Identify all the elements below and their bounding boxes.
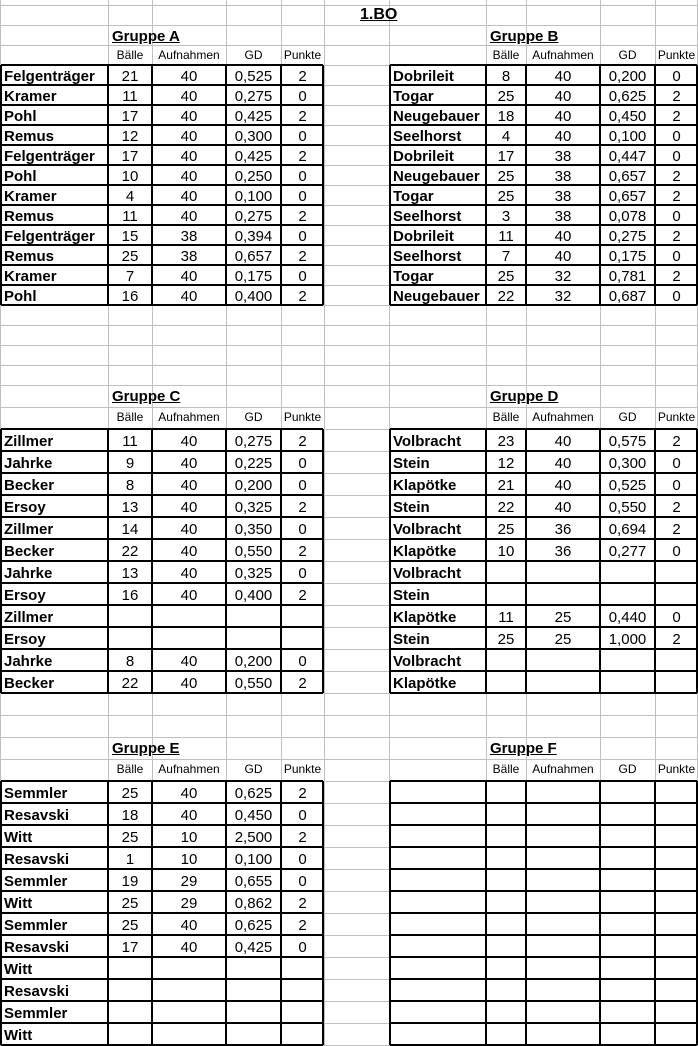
score-cell: 38 xyxy=(554,148,572,165)
score-cell: 40 xyxy=(180,565,198,582)
player-name: Jahrke xyxy=(4,566,53,581)
score-cell: 38 xyxy=(554,168,572,185)
score-cell: 8 xyxy=(501,68,511,85)
player-name: Semmler xyxy=(4,786,68,801)
score-cell: 40 xyxy=(180,108,198,125)
score-cell: 0 xyxy=(298,168,307,185)
score-cell: 15 xyxy=(121,228,139,245)
column-header: Bälle xyxy=(116,48,144,62)
score-cell: 0 xyxy=(672,248,681,265)
score-cell: 17 xyxy=(121,939,139,956)
score-cell: 40 xyxy=(180,208,198,225)
player-name: Pohl xyxy=(4,169,37,184)
score-cell: 25 xyxy=(121,248,139,265)
score-cell: 0 xyxy=(672,148,681,165)
column-header: Bälle xyxy=(492,48,520,62)
player-name: Witt xyxy=(4,962,33,977)
score-cell: 11 xyxy=(498,228,514,245)
column-header: Aufnahmen xyxy=(532,410,594,424)
score-cell: 0,394 xyxy=(234,228,273,245)
score-cell: 0,657 xyxy=(608,168,647,185)
score-cell: 17 xyxy=(497,148,515,165)
score-cell: 3 xyxy=(501,208,511,225)
player-name: Seelhorst xyxy=(393,129,462,144)
player-name: Dobrileit xyxy=(393,229,454,244)
score-cell: 2 xyxy=(298,895,307,912)
score-cell: 10 xyxy=(180,851,198,868)
player-name: Pohl xyxy=(4,289,37,304)
player-name: Becker xyxy=(4,544,55,559)
player-name: Felgenträger xyxy=(4,149,95,164)
score-cell: 0,550 xyxy=(608,499,647,516)
score-cell: 19 xyxy=(121,873,139,890)
score-cell: 0,862 xyxy=(234,895,273,912)
score-cell: 2 xyxy=(672,521,681,538)
score-cell: 25 xyxy=(497,521,515,538)
score-cell: 2 xyxy=(298,543,307,560)
score-cell: 0 xyxy=(298,455,307,472)
score-cell: 0,450 xyxy=(608,108,647,125)
player-name: Resavski xyxy=(4,940,70,955)
group-title: Gruppe C xyxy=(112,388,181,405)
player-name: Neugebauer xyxy=(393,109,480,124)
player-name: Kramer xyxy=(4,89,57,104)
score-cell: 0 xyxy=(298,268,307,285)
score-cell: 11 xyxy=(122,88,138,105)
player-name: Klapötke xyxy=(393,478,457,493)
score-cell: 2 xyxy=(298,248,307,265)
score-cell: 25 xyxy=(497,168,515,185)
column-header: Punkte xyxy=(657,410,696,424)
player-name: Klapötke xyxy=(393,676,457,691)
score-cell: 40 xyxy=(554,499,572,516)
player-name: Semmler xyxy=(4,918,68,933)
score-cell: 2 xyxy=(672,631,681,648)
score-cell: 16 xyxy=(121,288,139,305)
player-name: Remus xyxy=(4,249,55,264)
score-cell: 0 xyxy=(672,208,681,225)
player-name: Semmler xyxy=(4,874,68,889)
player-name: Zillmer xyxy=(4,610,54,625)
score-cell: 22 xyxy=(497,499,515,516)
player-name: Dobrileit xyxy=(393,149,454,164)
column-header: Aufnahmen xyxy=(532,762,594,776)
score-cell: 12 xyxy=(121,128,139,145)
score-cell: 40 xyxy=(554,108,572,125)
score-cell: 40 xyxy=(180,88,198,105)
score-cell: 2 xyxy=(672,499,681,516)
score-cell: 40 xyxy=(180,168,198,185)
score-cell: 0,550 xyxy=(234,675,273,692)
score-cell: 0,300 xyxy=(234,128,273,145)
score-cell: 0,655 xyxy=(234,873,273,890)
score-cell: 0 xyxy=(298,873,307,890)
score-cell: 25 xyxy=(121,829,139,846)
score-cell: 14 xyxy=(121,521,139,538)
page-title: 1.BO xyxy=(360,6,398,23)
player-name: Volbracht xyxy=(393,566,462,581)
score-cell: 8 xyxy=(125,653,135,670)
score-cell: 0,175 xyxy=(608,248,647,265)
score-cell: 0,275 xyxy=(234,433,273,450)
player-name: Remus xyxy=(4,129,55,144)
player-name: Zillmer xyxy=(4,522,54,537)
column-header: GD xyxy=(618,48,637,62)
score-cell: 0 xyxy=(298,477,307,494)
score-cell: 22 xyxy=(121,543,139,560)
score-cell: 0 xyxy=(298,188,307,205)
player-name: Togar xyxy=(393,89,434,104)
score-cell: 0,400 xyxy=(234,587,273,604)
score-cell: 16 xyxy=(121,587,139,604)
score-cell: 0,200 xyxy=(608,68,647,85)
column-header: GD xyxy=(244,48,263,62)
score-cell: 25 xyxy=(497,88,515,105)
score-cell: 36 xyxy=(554,521,572,538)
score-cell: 0,100 xyxy=(608,128,647,145)
score-cell: 38 xyxy=(180,228,198,245)
score-cell: 0 xyxy=(298,807,307,824)
player-name: Becker xyxy=(4,676,55,691)
score-cell: 0,694 xyxy=(608,521,647,538)
score-cell: 0,175 xyxy=(234,268,273,285)
score-cell: 40 xyxy=(180,653,198,670)
score-cell: 7 xyxy=(501,248,511,265)
score-cell: 40 xyxy=(554,88,572,105)
score-cell: 10 xyxy=(497,543,515,560)
player-name: Kramer xyxy=(4,189,57,204)
column-header: Punkte xyxy=(283,410,322,424)
column-header: Punkte xyxy=(657,48,696,62)
score-cell: 0 xyxy=(672,477,681,494)
score-cell: 0,447 xyxy=(608,148,647,165)
score-cell: 2 xyxy=(298,675,307,692)
score-cell: 0,450 xyxy=(234,807,273,824)
score-cell: 23 xyxy=(497,433,515,450)
score-cell: 25 xyxy=(554,631,572,648)
column-header: Aufnahmen xyxy=(158,762,220,776)
score-cell: 40 xyxy=(180,128,198,145)
score-cell: 40 xyxy=(180,148,198,165)
player-name: Ersoy xyxy=(4,500,46,515)
score-cell: 13 xyxy=(121,565,139,582)
score-cell: 10 xyxy=(121,168,139,185)
score-cell: 0,575 xyxy=(608,433,647,450)
score-cell: 0,275 xyxy=(234,208,273,225)
player-name: Ersoy xyxy=(4,588,46,603)
score-cell: 36 xyxy=(554,543,572,560)
score-cell: 29 xyxy=(180,873,198,890)
player-name: Klapötke xyxy=(393,544,457,559)
column-header: Punkte xyxy=(657,762,696,776)
score-cell: 40 xyxy=(554,433,572,450)
player-name: Pohl xyxy=(4,109,37,124)
column-header: Bälle xyxy=(116,762,144,776)
score-cell: 40 xyxy=(554,128,572,145)
player-name: Volbracht xyxy=(393,434,462,449)
player-name: Seelhorst xyxy=(393,249,462,264)
score-cell: 2 xyxy=(672,88,681,105)
column-header: Punkte xyxy=(283,48,322,62)
score-cell: 12 xyxy=(497,455,515,472)
score-cell: 0 xyxy=(298,228,307,245)
score-cell: 0 xyxy=(672,543,681,560)
column-header: GD xyxy=(618,762,637,776)
score-cell: 2 xyxy=(672,168,681,185)
score-cell: 0 xyxy=(298,939,307,956)
score-cell: 0,625 xyxy=(234,917,273,934)
column-header: GD xyxy=(618,410,637,424)
score-cell: 0,200 xyxy=(234,477,273,494)
score-cell: 11 xyxy=(498,609,514,626)
score-cell: 40 xyxy=(180,288,198,305)
score-cell: 21 xyxy=(121,68,139,85)
column-header: Aufnahmen xyxy=(532,48,594,62)
score-cell: 13 xyxy=(121,499,139,516)
score-cell: 0 xyxy=(298,565,307,582)
group-title: Gruppe B xyxy=(490,28,559,45)
score-cell: 0,781 xyxy=(608,268,647,285)
score-cell: 7 xyxy=(125,268,135,285)
score-cell: 0,275 xyxy=(608,228,647,245)
player-name: Volbracht xyxy=(393,522,462,537)
score-cell: 40 xyxy=(180,268,198,285)
player-name: Witt xyxy=(4,830,33,845)
score-cell: 40 xyxy=(554,455,572,472)
score-cell: 40 xyxy=(180,521,198,538)
score-cell: 11 xyxy=(122,433,138,450)
column-header: GD xyxy=(244,410,263,424)
score-cell: 8 xyxy=(125,477,135,494)
score-cell: 0 xyxy=(672,288,681,305)
score-cell: 38 xyxy=(554,188,572,205)
score-cell: 21 xyxy=(497,477,515,494)
group-title: Gruppe F xyxy=(490,740,557,757)
score-cell: 0,625 xyxy=(234,785,273,802)
score-cell: 1,000 xyxy=(608,631,647,648)
score-cell: 0 xyxy=(672,128,681,145)
score-cell: 0 xyxy=(672,455,681,472)
player-name: Felgenträger xyxy=(4,69,95,84)
score-cell: 0,400 xyxy=(234,288,273,305)
column-header: Punkte xyxy=(283,762,322,776)
column-header: Bälle xyxy=(116,410,144,424)
score-cell: 4 xyxy=(125,188,135,205)
score-cell: 2 xyxy=(298,68,307,85)
score-cell: 0,325 xyxy=(234,565,273,582)
player-name: Togar xyxy=(393,189,434,204)
score-cell: 17 xyxy=(121,108,139,125)
group-title: Gruppe A xyxy=(112,28,180,45)
score-cell: 2 xyxy=(298,917,307,934)
player-name: Felgenträger xyxy=(4,229,95,244)
score-cell: 22 xyxy=(497,288,515,305)
score-cell: 0,100 xyxy=(234,851,273,868)
score-cell: 2 xyxy=(298,288,307,305)
score-cell: 40 xyxy=(180,939,198,956)
score-cell: 9 xyxy=(125,455,135,472)
player-name: Becker xyxy=(4,478,55,493)
score-cell: 25 xyxy=(121,917,139,934)
score-cell: 29 xyxy=(180,895,198,912)
score-cell: 40 xyxy=(554,248,572,265)
score-cell: 2 xyxy=(298,433,307,450)
score-cell: 2 xyxy=(298,208,307,225)
score-cell: 0 xyxy=(298,521,307,538)
score-cell: 2 xyxy=(672,228,681,245)
score-cell: 10 xyxy=(180,829,198,846)
player-name: Resavski xyxy=(4,852,70,867)
score-cell: 18 xyxy=(497,108,515,125)
score-cell: 40 xyxy=(180,68,198,85)
score-cell: 0 xyxy=(298,851,307,868)
score-cell: 0,425 xyxy=(234,108,273,125)
score-cell: 0,550 xyxy=(234,543,273,560)
player-name: Resavski xyxy=(4,984,70,999)
score-cell: 25 xyxy=(497,631,515,648)
player-name: Resavski xyxy=(4,808,70,823)
score-cell: 0,425 xyxy=(234,939,273,956)
column-header: GD xyxy=(244,762,263,776)
score-cell: 0 xyxy=(298,88,307,105)
player-name: Witt xyxy=(4,896,33,911)
score-cell: 2 xyxy=(672,108,681,125)
score-cell: 0,657 xyxy=(608,188,647,205)
score-cell: 2 xyxy=(672,268,681,285)
score-cell: 2 xyxy=(298,829,307,846)
score-cell: 2 xyxy=(672,433,681,450)
player-name: Klapötke xyxy=(393,610,457,625)
score-cell: 1 xyxy=(125,851,135,868)
player-name: Togar xyxy=(393,269,434,284)
score-cell: 0,440 xyxy=(608,609,647,626)
score-cell: 25 xyxy=(121,895,139,912)
score-cell: 0,425 xyxy=(234,148,273,165)
score-cell: 40 xyxy=(180,433,198,450)
score-cell: 0,275 xyxy=(234,88,273,105)
score-cell: 40 xyxy=(180,807,198,824)
player-name: Witt xyxy=(4,1028,33,1043)
player-name: Neugebauer xyxy=(393,169,480,184)
score-cell: 0,525 xyxy=(234,68,273,85)
column-header: Bälle xyxy=(492,762,520,776)
score-cell: 40 xyxy=(180,455,198,472)
score-cell: 40 xyxy=(180,499,198,516)
player-name: Jahrke xyxy=(4,654,53,669)
score-cell: 40 xyxy=(554,477,572,494)
player-name: Stein xyxy=(393,632,430,647)
player-name: Neugebauer xyxy=(393,289,480,304)
column-header: Aufnahmen xyxy=(158,48,220,62)
score-cell: 25 xyxy=(121,785,139,802)
score-cell: 0,100 xyxy=(234,188,273,205)
player-name: Stein xyxy=(393,500,430,515)
player-name: Dobrileit xyxy=(393,69,454,84)
score-cell: 0 xyxy=(298,128,307,145)
score-cell: 40 xyxy=(180,785,198,802)
score-cell: 0,277 xyxy=(608,543,647,560)
score-cell: 40 xyxy=(180,587,198,604)
column-header: Aufnahmen xyxy=(158,410,220,424)
score-cell: 2 xyxy=(298,499,307,516)
score-cell: 38 xyxy=(554,208,572,225)
player-name: Zillmer xyxy=(4,434,54,449)
score-cell: 0,078 xyxy=(608,208,647,225)
score-cell: 25 xyxy=(497,188,515,205)
score-cell: 2,500 xyxy=(234,829,273,846)
player-name: Stein xyxy=(393,456,430,471)
player-name: Kramer xyxy=(4,269,57,284)
score-cell: 0 xyxy=(672,68,681,85)
score-cell: 0,325 xyxy=(234,499,273,516)
score-cell: 2 xyxy=(298,587,307,604)
score-cell: 40 xyxy=(554,228,572,245)
score-cell: 0,525 xyxy=(608,477,647,494)
score-cell: 0 xyxy=(298,653,307,670)
score-cell: 4 xyxy=(501,128,511,145)
score-cell: 25 xyxy=(497,268,515,285)
score-cell: 22 xyxy=(121,675,139,692)
score-cell: 0,657 xyxy=(234,248,273,265)
score-cell: 32 xyxy=(554,288,572,305)
column-header: Bälle xyxy=(492,410,520,424)
score-cell: 0,687 xyxy=(608,288,647,305)
score-cell: 18 xyxy=(121,807,139,824)
score-cell: 40 xyxy=(180,917,198,934)
score-cell: 0 xyxy=(672,609,681,626)
player-name: Remus xyxy=(4,209,55,224)
score-cell: 0,225 xyxy=(234,455,273,472)
score-cell: 0,200 xyxy=(234,653,273,670)
score-cell: 2 xyxy=(672,188,681,205)
score-cell: 0,250 xyxy=(234,168,273,185)
player-name: Jahrke xyxy=(4,456,53,471)
score-cell: 2 xyxy=(298,785,307,802)
player-name: Seelhorst xyxy=(393,209,462,224)
score-cell: 40 xyxy=(554,68,572,85)
score-cell: 32 xyxy=(554,268,572,285)
group-title: Gruppe E xyxy=(112,740,180,757)
player-name: Stein xyxy=(393,588,430,603)
player-name: Semmler xyxy=(4,1006,68,1021)
score-cell: 2 xyxy=(298,148,307,165)
player-name: Volbracht xyxy=(393,654,462,669)
score-cell: 25 xyxy=(554,609,572,626)
score-cell: 2 xyxy=(298,108,307,125)
score-cell: 38 xyxy=(180,248,198,265)
score-cell: 11 xyxy=(122,208,138,225)
group-title: Gruppe D xyxy=(490,388,559,405)
score-cell: 17 xyxy=(121,148,139,165)
score-cell: 40 xyxy=(180,188,198,205)
score-cell: 0,350 xyxy=(234,521,273,538)
player-name: Ersoy xyxy=(4,632,46,647)
score-cell: 0,300 xyxy=(608,455,647,472)
score-cell: 40 xyxy=(180,543,198,560)
score-cell: 40 xyxy=(180,675,198,692)
score-cell: 0,625 xyxy=(608,88,647,105)
score-cell: 40 xyxy=(180,477,198,494)
